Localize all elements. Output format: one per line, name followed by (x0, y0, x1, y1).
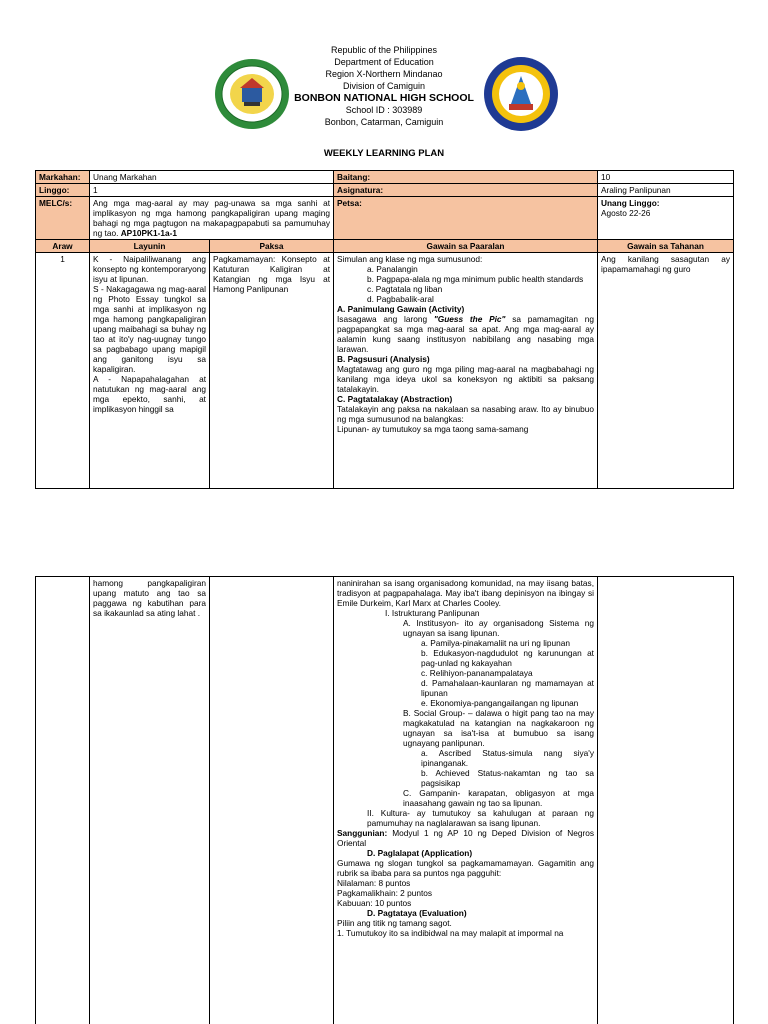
markahan-label: Markahan: (36, 171, 90, 184)
col-gawain-paaralan: Gawain sa Paaralan (334, 240, 598, 253)
gawain-paaralan-cell (334, 253, 598, 489)
col-gawain-tahanan: Gawain sa Tahanan (598, 240, 734, 253)
game-name: "Guess the Pic" (433, 314, 506, 324)
unang-linggo: Unang Linggo: (601, 198, 660, 208)
petsa-label: Petsa: (334, 197, 598, 240)
section-analysis-title: B. Pagsusuri (Analysis) (337, 354, 430, 364)
intro-text: Simulan ang klase ng mga sumusunod: (337, 254, 483, 264)
araw-cell: 1 (36, 253, 90, 489)
score-item: Nilalaman: 8 puntos (337, 878, 411, 888)
plan-table-page-2 (35, 576, 734, 1024)
melc-code: AP10PK1-1a-1 (120, 228, 177, 238)
page-gap (0, 520, 768, 576)
col-layunin: Layunin (90, 240, 210, 253)
linggo-label: Linggo: (36, 184, 90, 197)
outline-i: I. Istrukturang Panlipunan (385, 608, 480, 618)
column-header-row (36, 240, 734, 253)
outline-item: e. Ekonomiya-pangangailangan ng lipunan (421, 698, 579, 708)
info-row-linggo (36, 184, 734, 197)
markahan-value: Unang Markahan (90, 171, 334, 184)
score-item: Pagkamalikhain: 2 puntos (337, 888, 433, 898)
school-address: Bonbon, Catarman, Camiguin (324, 117, 444, 127)
outline-item: b. Achieved Status-nakamtan ng tao sa pagsisikap (421, 768, 594, 788)
info-row-markahan (36, 171, 734, 184)
school-name: BONBON NATIONAL HIGH SCHOOL (294, 92, 474, 104)
header-line: Region X-Northern Mindanao (325, 69, 443, 79)
layunin-a: A - Napapahalagahan at natutukan ng mag-aaral ang mga epekto, sanhi, at implikasyon hinggil sa (93, 374, 206, 414)
araw-cell-cont (36, 577, 90, 1024)
layunin-k: K - Naipaliliwanang ang konsepto ng kontemporaryong isyu at lipunan. (93, 254, 206, 284)
page-2 (0, 576, 768, 1024)
petsa-value (598, 197, 734, 240)
document-header (0, 44, 768, 128)
gawain-paaralan-cell-cont (334, 577, 598, 1024)
outline-ia: A. Institusyon- ito ay organisadong Sistema ng ugnayan sa isang lipunan. (403, 618, 594, 638)
col-paksa: Paksa (210, 240, 334, 253)
outline-item: d. Pamahalaan-kaunlaran ng mamamayan at lipunan (421, 678, 594, 698)
day-row-1 (36, 253, 734, 489)
intro-item: c. Pagtatala ng liban (367, 284, 443, 294)
layunin-cell-cont: hamong pangkapaligiran upang matuto ang tao sa paggawa ng kabutihan para sa ikakaunlad sa ating lahat . (90, 577, 210, 1024)
layunin-cell (90, 253, 210, 489)
header-line: Department of Education (334, 57, 434, 67)
sanggunian-line (337, 828, 594, 848)
outline-ic: C. Gampanin- karapatan, obligasyon at mga inaasahang gawain ng tao sa lipunan. (403, 788, 594, 808)
activity-text-post: sa pamamagitan ng pagpapangkat sa mga mag-aaral sa apat. Ang mga mag-aaral ay aalamin kung saang institusyon nabibilang ang nasabing mga larawan. (337, 314, 594, 354)
section-application-title: D. Paglalapat (Application) (367, 848, 473, 858)
plan-title: WEEKLY LEARNING PLAN (323, 148, 445, 159)
asignatura-label: Asignatura: (334, 184, 598, 197)
day-row-1-continued (36, 577, 734, 1024)
outline-ii: II. Kultura- ay tumutukoy sa kahulugan at paraan ng pamumuhay na naglalarawan sa isang lipunan. (367, 808, 594, 828)
outline-item: c. Relihiyon-pananampalataya (421, 668, 533, 678)
layunin-s: S - Nakagagawa ng mag-aaral ng Photo Essay tungkol sa mga sanhi at implikasyon ng mga hamong pangkapaligiran upang maibahagi sa buhay ng tao at ito'y nag-uugnay tungo sa pagbabago upang mapigil ang ganitong isyu sa kapaligiran. (93, 284, 206, 374)
intro-item: d. Pagbabalik-aral (367, 294, 434, 304)
plan-table-page-1 (35, 170, 734, 489)
section-evaluation-title: D. Pagtataya (Evaluation) (367, 908, 467, 918)
intro-item: a. Panalangin (367, 264, 418, 274)
application-text: Gumawa ng slogan tungkol sa pagkamamamayan. Gagamitin ang rubrik sa ibaba para sa puntos nga pagguhit: (337, 858, 594, 878)
activity-text-pre: Isasagawa ang larong (337, 314, 434, 324)
question-1: 1. Tumutukoy ito sa indibidwal na may malapit at impormal na (337, 928, 564, 938)
school-id: School ID : 303989 (345, 105, 423, 115)
gawain-tahanan-cell: Ang kanilang sasagutan ay ipapamamahagi ng guro (598, 253, 734, 489)
outline-item: b. Edukasyon-nagdudulot ng karunungan at pag-unlad ng kakayahan (421, 648, 594, 668)
week-dates: Agosto 22-26 (601, 208, 651, 218)
info-row-melc (36, 197, 734, 240)
outline-ib: B. Social Group- – dalawa o higit pang tao na may magkakatulad na katangian na nagkakaroon ng ugnayan sa isa't-isa at bumubuo sa isang ugnayang panlipunan. (403, 708, 594, 748)
melc-label: MELC/s: (36, 197, 90, 240)
intro-item: b. Pagpapa-alala ng mga minimum public health standards (367, 274, 584, 284)
outline-item: a. Pamilya-pinakamaliit na uri ng lipunan (421, 638, 570, 648)
baitang-value: 10 (598, 171, 734, 184)
evaluation-text: Piliin ang titik ng tamang sagot. (337, 918, 452, 928)
baitang-label: Baitang: (334, 171, 598, 184)
paksa-cell-cont (210, 577, 334, 1024)
paksa-cell: Pagkamamayan: Konsepto at Katuturan Kaligiran at Katangian ng mga Isyu at Hamong Panlipunan (210, 253, 334, 489)
header-line: Republic of the Philippines (330, 45, 438, 55)
col-araw: Araw (36, 240, 90, 253)
melc-value (90, 197, 334, 240)
gawain-tahanan-cell-cont (598, 577, 734, 1024)
sanggunian-label: Sanggunian: (337, 828, 388, 838)
abstraction-text: Tatalakayin ang paksa na nakalaan sa nasabing araw. Ito ay binubuo ng mga sumusunod na balangkas: (337, 404, 594, 424)
lipunan-cont-text: naninirahan sa isang organisadong komunidad, na may iisang batas, tradisyon at pagpapahalaga. May iba't ibang depinisyon na ibingay si Emile Durkeim, Karl Marx at Charles Cooley. (337, 578, 594, 608)
lipunan-text: Lipunan- ay tumutukoy sa mga taong sama-samang (337, 424, 529, 434)
section-activity-title: A. Panimulang Gawain (Activity) (337, 304, 465, 314)
asignatura-value: Araling Panlipunan (598, 184, 734, 197)
sanggunian-text: Modyul 1 ng AP 10 ng Deped Division of Negros Oriental (337, 828, 594, 848)
melc-text: Ang mga mag-aaral ay may pag-unawa sa mga sanhi at implikasyon ng mga hamong pangkapaligiran upang maging bahagi ng mga pagtugon na makapagpapabuti sa pamumuhay ng tao. (93, 198, 330, 238)
linggo-value: 1 (90, 184, 334, 197)
activity-text (337, 314, 594, 354)
analysis-text: Magtatawag ang guro ng mga piling mag-aaral na magbabahagi ng kanilang mga ideya ukol sa koneksyon ng aktibiti sa paksang tatalakayin. (337, 364, 594, 394)
header-line: Division of Camiguin (342, 81, 426, 91)
score-item: Kabuuan: 10 puntos (337, 898, 412, 908)
section-abstraction-title: C. Pagtatalakay (Abstraction) (337, 394, 453, 404)
outline-item: a. Ascribed Status-simula nang siya'y ipinanganak. (421, 748, 594, 768)
